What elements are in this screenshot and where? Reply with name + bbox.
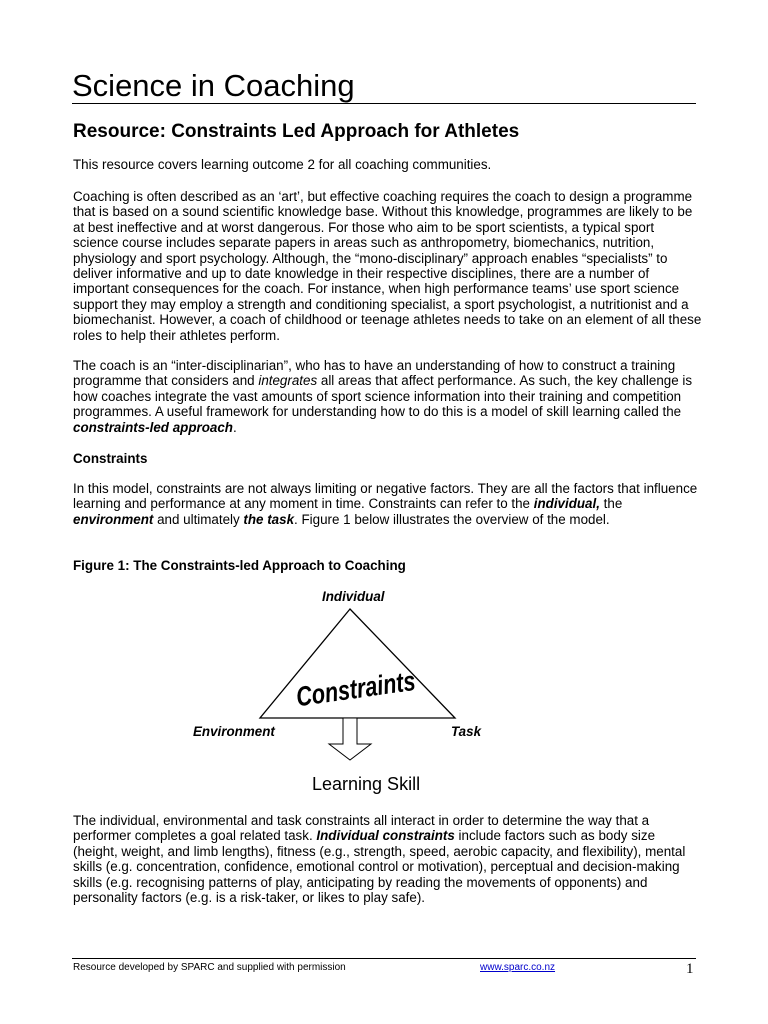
constraints-word: Constraints [294,666,418,713]
paragraph-individual-constraints: The individual, environmental and task constraints all interact in order to determine the way that a performer completes a goal related task. Individual constraints include factors such as body size (height, weight, and limb lengths), fitness (e.g., strength, speed, aerobic capacity, and flexibility), mental skills (e.g. concentration, confidence, emotional control or motivation), perceptual and decision-making skills (e.g. recognising patterns of play, anticipating by reading the movements of opponents) and personality factors (e.g. is a risk-taker, or likes to play safe). [73,813,686,906]
label-learning-skill: Learning Skill [312,774,421,794]
page-number: 1 [686,961,694,977]
down-arrow-icon [329,718,371,760]
footer-divider [72,958,696,959]
paragraph-art-of-coaching: Coaching is often described as an ‘art’, but effective coaching requires the coach to design a programme that is based on a sound scientific knowledge base. Without this knowledge, programmes are likely to be at best ineffective and at worst dangerous. For those who aim to be sport scientists, a typical sport science course includes separate papers in areas such as anthropometry, biomechanics, nutrition, physiology and sport psychology. Although, the “mono-disciplinary” approach enables “specialists” to deliver informative and up to date knowledge in their respective disciplines, there are a number of important consequences for the coach. For instance, when high performance teams’ use sport science support they may employ a strength and conditioning specialist, a sport psychologist, a nutritionist and a biomechanist. However, a coach of childhood or teenage athletes needs to take on an element of all these roles to help their athletes perform. [73,189,702,343]
intro-paragraph: This resource covers learning outcome 2 for all coaching communities. [73,157,492,172]
emphasis-integrates: integrates [258,373,318,389]
constraints-figure [185,584,515,804]
paragraph-constraints-model: In this model, constraints are not always limiting or negative factors. They are all the factors that influence learning and performance at any moment in time. Constraints can refer to the individual, the environment and ultimately the task. Figure 1 below illustrates the overview of the model. [73,481,698,527]
emphasis-constraints-led: constraints-led approach [73,419,233,435]
label-individual: Individual [322,589,385,604]
constraints-heading: Constraints [73,451,148,466]
emphasis-individual: individual, [533,496,600,512]
resource-heading: Resource: Constraints Led Approach for Athletes [73,121,520,142]
label-task: Task [451,724,482,739]
emphasis-individual-constraints: Individual constraints [316,828,455,844]
label-environment: Environment [193,724,275,739]
page-title: Science in Coaching [72,68,355,103]
title-divider [72,103,696,104]
figure-caption: Figure 1: The Constraints-led Approach to Coaching [73,558,406,573]
paragraph-inter-disciplinarian: The coach is an “inter-disciplinarian”, who has to have an understanding of how to construct a training programme that considers and integrates all areas that affect performance. As such, the key challenge is how coaches integrate the vast amounts of sport science information into their training and competition programmes. A useful framework for understanding how to do this is a model of skill learning called the constraints-led approach. [73,358,693,435]
footer-credit: Resource developed by SPARC and supplied with permission [73,962,346,973]
emphasis-environment: environment [73,511,154,527]
footer-website-link[interactable]: www.sparc.co.nz [480,962,556,973]
emphasis-task: the task [243,511,295,527]
constraints-triangle-diagram [185,584,515,784]
